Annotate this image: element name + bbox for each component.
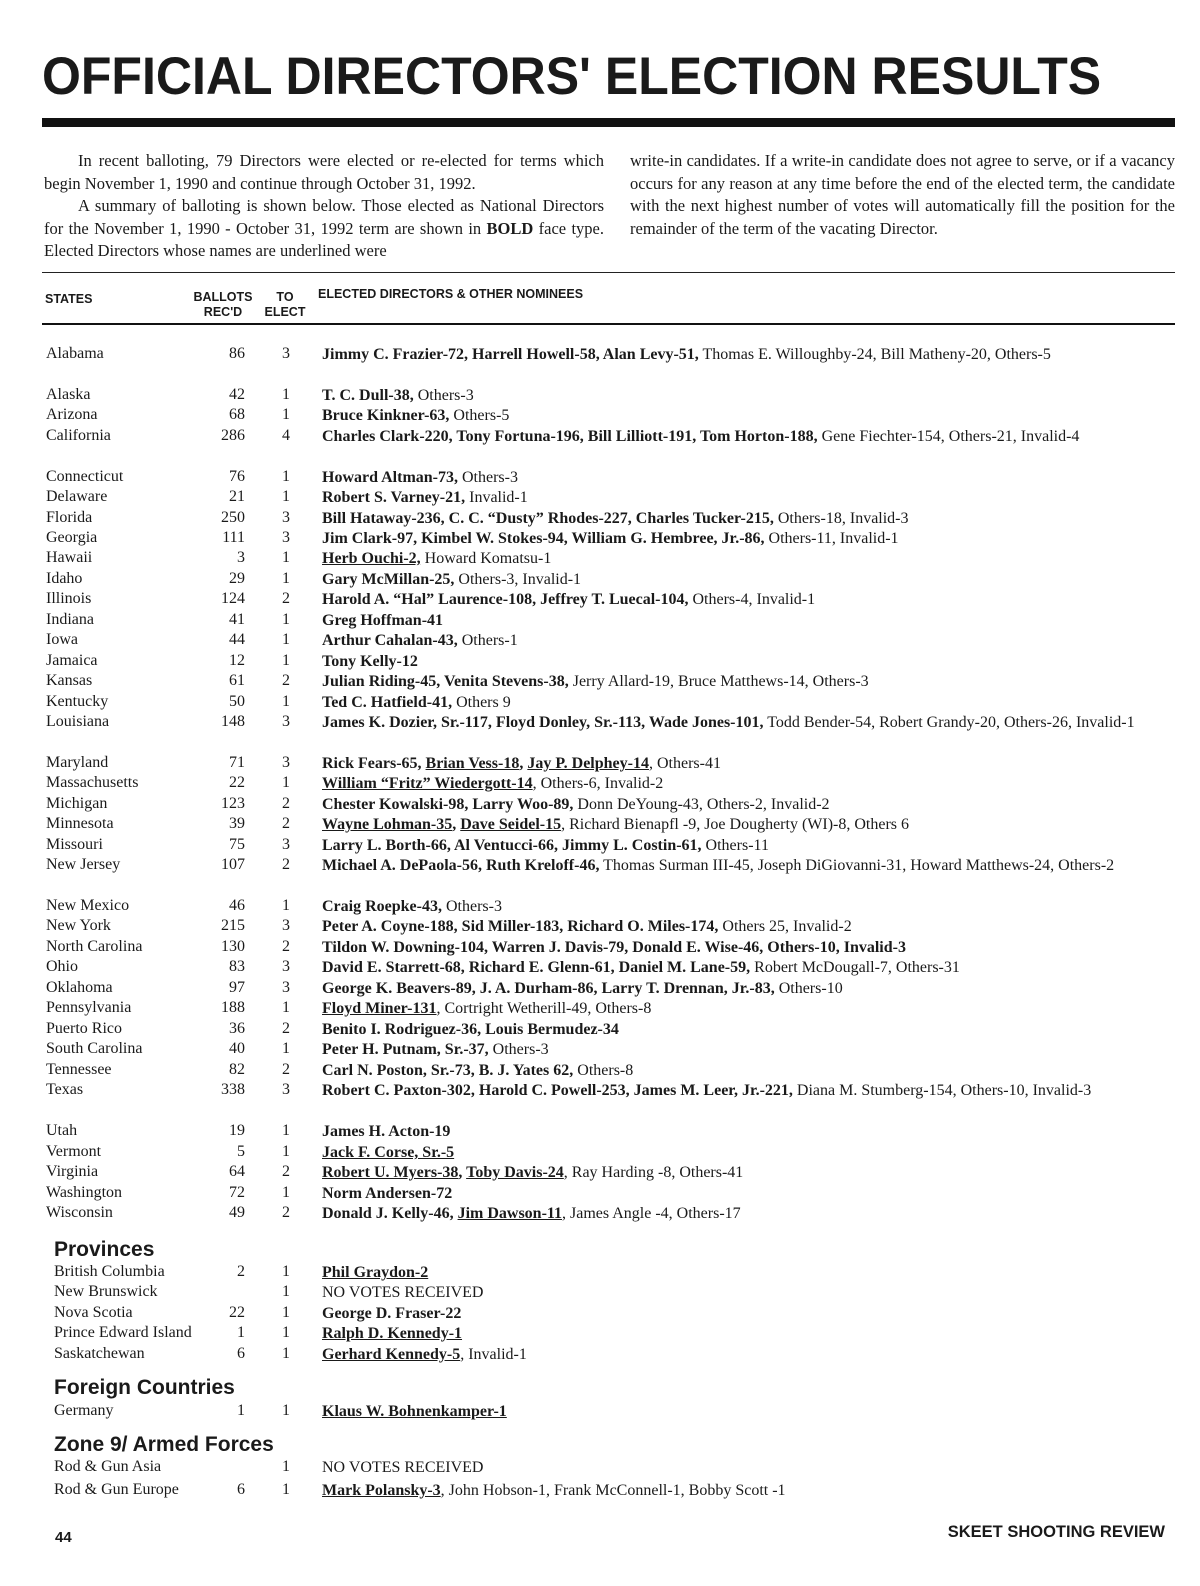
elected-director: Julian Riding-45, Venita Stevens-38, xyxy=(322,673,569,690)
nominee-text: Diana M. Stumberg-154, Others-10, Invalid-3 xyxy=(792,1082,1092,1099)
elected-director: Gary McMillan-25, xyxy=(322,571,455,588)
ballots-received: 123 xyxy=(221,795,245,812)
to-elect: 2 xyxy=(282,590,290,607)
to-elect: 1 xyxy=(282,488,290,505)
directors-nominees xyxy=(322,426,1172,447)
directors-nominees xyxy=(322,753,1172,774)
directors-nominees xyxy=(322,1142,1172,1163)
intro-p2-text-b: face type. Elected Directors whose names are underlined were xyxy=(44,218,604,260)
state-name: Pennsylvania xyxy=(46,999,132,1016)
state-name: Alaska xyxy=(46,386,91,403)
ballots-received: 1 xyxy=(237,1324,245,1341)
state-name: Louisiana xyxy=(46,713,110,730)
to-elect: 2 xyxy=(282,856,290,873)
nominee-text: , Others-6, Invalid-2 xyxy=(532,775,664,792)
directors-nominees xyxy=(322,712,1172,733)
state-name: Michigan xyxy=(46,795,108,812)
ballots-received: 83 xyxy=(229,958,245,975)
nominee-text: Others-11, Invalid-1 xyxy=(764,530,899,547)
nominee-text: , Ray Harding -8, Others-41 xyxy=(563,1164,744,1181)
elected-director: T. C. Dull-38, xyxy=(322,387,414,404)
elected-director: Tony Kelly-12 xyxy=(322,653,418,670)
ballots-received: 338 xyxy=(221,1081,245,1098)
directors-nominees xyxy=(322,957,1172,978)
directors-nominees xyxy=(322,1457,1172,1478)
state-name: Germany xyxy=(54,1402,114,1419)
ballots-received: 41 xyxy=(229,611,245,628)
directors-nominees xyxy=(322,405,1172,426)
to-elect: 1 xyxy=(282,1040,290,1057)
elected-director: Larry L. Borth-66, Al Ventucci-66, Jimmy L. Costin-61, xyxy=(322,837,702,854)
directors-nominees xyxy=(322,1039,1172,1060)
header-ballots: BALLOTS REC'D xyxy=(193,290,253,319)
nominee-text: Others-10 xyxy=(774,980,843,997)
state-name: Maryland xyxy=(46,754,109,771)
to-elect: 1 xyxy=(282,999,290,1016)
directors-nominees xyxy=(322,978,1172,999)
nominee-text: Others-4, Invalid-1 xyxy=(688,591,816,608)
page-title: OFFICIAL DIRECTORS' ELECTION RESULTS xyxy=(42,46,1102,106)
directors-nominees xyxy=(322,1344,1172,1365)
header-to-elect: TO ELECT xyxy=(264,290,306,319)
ballots-received: 36 xyxy=(229,1020,245,1037)
state-name: Virginia xyxy=(46,1163,99,1180)
elected-director: George K. Beavers-89, J. A. Durham-86, Larry T. Drennan, Jr.-83, xyxy=(322,980,775,997)
ballots-received: 50 xyxy=(229,693,245,710)
elected-director: Gerhard Kennedy-5 xyxy=(322,1346,461,1363)
state-name: Massachusetts xyxy=(46,774,139,791)
nominee-text: Robert McDougall-7, Others-31 xyxy=(750,959,960,976)
nominee-text: Others-5 xyxy=(449,407,510,424)
ballots-received: 40 xyxy=(229,1040,245,1057)
intro-left-column xyxy=(44,150,604,263)
ballots-received: 49 xyxy=(229,1204,245,1221)
elected-director: George D. Fraser-22 xyxy=(322,1305,462,1322)
directors-nominees xyxy=(322,794,1172,815)
ballots-received: 1 xyxy=(237,1402,245,1419)
state-name: Georgia xyxy=(46,529,98,546)
directors-nominees xyxy=(322,1262,1172,1283)
directors-nominees xyxy=(322,467,1172,488)
elected-director: , xyxy=(452,816,461,833)
state-name: Kentucky xyxy=(46,693,109,710)
state-name: Puerto Rico xyxy=(46,1020,122,1037)
ballots-received: 72 xyxy=(229,1184,245,1201)
intro-paragraph-1: In recent balloting, 79 Directors were elected or re-elected for terms which begin November 1, 1990 and continue through October 31, 1992. xyxy=(44,151,604,193)
state-name: Wisconsin xyxy=(46,1204,113,1221)
to-elect: 1 xyxy=(282,570,290,587)
to-elect: 1 xyxy=(282,1481,290,1498)
header-directors: ELECTED DIRECTORS & OTHER NOMINEES xyxy=(318,287,584,301)
nominee-text: Others-3 xyxy=(413,387,474,404)
state-name: Alabama xyxy=(46,345,104,362)
directors-nominees xyxy=(322,937,1172,958)
state-name: New Jersey xyxy=(46,856,121,873)
elected-director: Jim Dawson-11 xyxy=(457,1205,563,1222)
state-name: Delaware xyxy=(46,488,108,505)
ballots-received: 19 xyxy=(229,1122,245,1139)
directors-nominees xyxy=(322,1401,1172,1422)
elected-director: Jay P. Delphey-14 xyxy=(527,755,649,772)
ballots-received: 6 xyxy=(237,1345,245,1362)
directors-nominees xyxy=(322,589,1172,610)
nominee-text: Others-11 xyxy=(701,837,769,854)
elected-director: Ralph D. Kennedy-1 xyxy=(322,1325,463,1342)
elected-director: James H. Acton-19 xyxy=(322,1123,451,1140)
elected-director: Norm Andersen-72 xyxy=(322,1185,453,1202)
elected-director: Tildon W. Downing-104, Warren J. Davis-79, Donald E. Wise-46, Others-10, Invalid-3 xyxy=(322,939,906,956)
elected-director: Rick Fears-65, xyxy=(322,755,426,772)
elected-director: Charles Clark-220, Tony Fortuna-196, Bill Lilliott-191, Tom Horton-188, xyxy=(322,428,818,445)
directors-nominees xyxy=(322,1282,1172,1303)
directors-nominees xyxy=(322,835,1172,856)
nominee-text: Others-3 xyxy=(458,469,518,486)
nominee-text: , Invalid-1 xyxy=(460,1346,527,1363)
title-rule xyxy=(42,118,1175,127)
ballots-received: 68 xyxy=(229,406,245,423)
nominee-text: NO VOTES RECEIVED xyxy=(322,1459,484,1476)
directors-nominees xyxy=(322,569,1172,590)
to-elect: 1 xyxy=(282,897,290,914)
directors-nominees xyxy=(322,630,1172,651)
to-elect: 1 xyxy=(282,1283,290,1300)
to-elect: 2 xyxy=(282,795,290,812)
directors-nominees xyxy=(322,651,1172,672)
to-elect: 1 xyxy=(282,468,290,485)
ballots-received: 61 xyxy=(229,672,245,689)
directors-nominees xyxy=(322,896,1172,917)
to-elect: 1 xyxy=(282,1324,290,1341)
elected-director: Peter H. Putnam, Sr.-37, xyxy=(322,1041,489,1058)
ballots-received: 12 xyxy=(229,652,245,669)
state-name: Connecticut xyxy=(46,468,124,485)
elected-director: Mark Polansky-3 xyxy=(322,1482,441,1499)
to-elect: 3 xyxy=(282,979,290,996)
elected-director: Ted C. Hatfield-41, xyxy=(322,694,453,711)
state-name: Prince Edward Island xyxy=(54,1324,192,1341)
nominee-text: Donn DeYoung-43, Others-2, Invalid-2 xyxy=(573,796,830,813)
state-name: Utah xyxy=(46,1122,78,1139)
to-elect: 1 xyxy=(282,1122,290,1139)
elected-director: , xyxy=(519,755,528,772)
directors-nominees xyxy=(322,1480,1172,1501)
nominee-text: Jerry Allard-19, Bruce Matthews-14, Others-3 xyxy=(568,673,869,690)
directors-nominees xyxy=(322,1203,1172,1224)
directors-nominees xyxy=(322,1060,1172,1081)
to-elect: 1 xyxy=(282,1263,290,1280)
elected-director: Robert C. Paxton-302, Harold C. Powell-253, James M. Leer, Jr.-221, xyxy=(322,1082,793,1099)
intro-p2-bold: BOLD xyxy=(486,218,534,238)
to-elect: 2 xyxy=(282,815,290,832)
elected-director: Michael A. DePaola-56, Ruth Kreloff-46, xyxy=(322,857,600,874)
page-number: 44 xyxy=(55,1529,72,1546)
state-name: Washington xyxy=(46,1184,123,1201)
nominee-text: Thomas E. Willoughby-24, Bill Matheny-20, Others-5 xyxy=(698,346,1051,363)
nominee-text: Others 25, Invalid-2 xyxy=(718,918,852,935)
ballots-received: 44 xyxy=(229,631,245,648)
ballots-received: 2 xyxy=(237,1263,245,1280)
to-elect: 1 xyxy=(282,406,290,423)
elected-director: Greg Hoffman-41 xyxy=(322,612,444,629)
elected-director: Bill Hataway-236, C. C. “Dusty” Rhodes-227, Charles Tucker-215, xyxy=(322,510,774,527)
directors-nominees xyxy=(322,1183,1172,1204)
to-elect: 1 xyxy=(282,549,290,566)
to-elect: 2 xyxy=(282,1020,290,1037)
state-name: North Carolina xyxy=(46,938,143,955)
nominee-text: Others-8 xyxy=(573,1062,634,1079)
elected-director: Brian Vess-18 xyxy=(425,755,520,772)
to-elect: 1 xyxy=(282,774,290,791)
nominee-text: Others-1 xyxy=(457,632,518,649)
intro-paragraph-2 xyxy=(44,195,604,263)
nominee-text: , John Hobson-1, Frank McConnell-1, Bobby Scott -1 xyxy=(440,1482,786,1499)
state-name: Indiana xyxy=(46,611,94,628)
state-name: Hawaii xyxy=(46,549,93,566)
state-name: South Carolina xyxy=(46,1040,143,1057)
to-elect: 3 xyxy=(282,1081,290,1098)
ballots-received: 97 xyxy=(229,979,245,996)
nominee-text: Others-3, Invalid-1 xyxy=(454,571,582,588)
to-elect: 1 xyxy=(282,1184,290,1201)
directors-nominees xyxy=(322,773,1172,794)
to-elect: 2 xyxy=(282,938,290,955)
to-elect: 3 xyxy=(282,754,290,771)
provinces-heading: Provinces xyxy=(54,1238,155,1261)
elected-director: Craig Roepke-43, xyxy=(322,898,442,915)
elected-director: Dave Seidel-15 xyxy=(460,816,562,833)
nominee-text: NO VOTES RECEIVED xyxy=(322,1284,484,1301)
elected-director: Chester Kowalski-98, Larry Woo-89, xyxy=(322,796,574,813)
directors-nominees xyxy=(322,998,1172,1019)
to-elect: 1 xyxy=(282,1304,290,1321)
state-name: Illinois xyxy=(46,590,92,607)
ballots-received: 148 xyxy=(221,713,245,730)
elected-director: Jim Clark-97, Kimbel W. Stokes-94, William G. Hembree, Jr.-86, xyxy=(322,530,765,547)
state-name: Rod & Gun Europe xyxy=(54,1481,179,1498)
ballots-received: 250 xyxy=(221,509,245,526)
to-elect: 1 xyxy=(282,386,290,403)
elected-director: Herb Ouchi-2, xyxy=(322,550,421,567)
directors-nominees xyxy=(322,610,1172,631)
elected-director: Robert S. Varney-21, xyxy=(322,489,466,506)
ballots-received: 286 xyxy=(221,427,245,444)
ballots-received: 6 xyxy=(237,1481,245,1498)
state-name: Idaho xyxy=(46,570,83,587)
ballots-received: 39 xyxy=(229,815,245,832)
state-name: Florida xyxy=(46,509,93,526)
directors-nominees xyxy=(322,1303,1172,1324)
directors-nominees xyxy=(322,548,1172,569)
intro-paragraph-3: write-in candidates. If a write-in candidate does not agree to serve, or if a vacancy occurs for any reason at any time before the end of the elected term, the candidate with the next highest number of votes will automatically fill the position for the remainder of the term of the vacating Director. xyxy=(630,151,1175,238)
ballots-received: 188 xyxy=(221,999,245,1016)
zone9-heading: Zone 9/ Armed Forces xyxy=(54,1433,274,1456)
nominee-text: , Cortright Wetherill-49, Others-8 xyxy=(436,1000,652,1017)
elected-director: Peter A. Coyne-188, Sid Miller-183, Richard O. Miles-174, xyxy=(322,918,719,935)
directors-nominees xyxy=(322,385,1172,406)
nominee-text: , Others-41 xyxy=(648,755,721,772)
header-top-rule xyxy=(42,272,1175,273)
directors-nominees xyxy=(322,916,1172,937)
nominee-text: Gene Fiechter-154, Others-21, Invalid-4 xyxy=(817,428,1080,445)
nominee-text: Others-3 xyxy=(488,1041,549,1058)
intro-right-column xyxy=(630,150,1175,240)
nominee-text: Others 9 xyxy=(452,694,511,711)
to-elect: 2 xyxy=(282,1061,290,1078)
elected-director: Jimmy C. Frazier-72, Harrell Howell-58, Alan Levy-51, xyxy=(322,346,699,363)
to-elect: 2 xyxy=(282,672,290,689)
nominee-text: Others-18, Invalid-3 xyxy=(773,510,909,527)
elected-director: Klaus W. Bohnenkamper-1 xyxy=(322,1403,507,1420)
to-elect: 1 xyxy=(282,1345,290,1362)
elected-director: Jack F. Corse, Sr.-5 xyxy=(322,1144,455,1161)
elected-director: Toby Davis-24 xyxy=(466,1164,564,1181)
intro-p2-text-a: A summary of balloting is shown below. Those elected as National Directors for the November 1, 1990 - October 31, 1992 term are shown in xyxy=(44,196,604,238)
elected-director: Phil Graydon-2 xyxy=(322,1264,429,1281)
state-name: New Mexico xyxy=(46,897,130,914)
to-elect: 1 xyxy=(282,652,290,669)
ballots-received: 22 xyxy=(229,1304,245,1321)
to-elect: 2 xyxy=(282,1163,290,1180)
elected-director: Donald J. Kelly-46, xyxy=(322,1205,458,1222)
ballots-received: 107 xyxy=(221,856,245,873)
to-elect: 3 xyxy=(282,836,290,853)
directors-nominees xyxy=(322,487,1172,508)
ballots-received: 86 xyxy=(229,345,245,362)
state-name: Oklahoma xyxy=(46,979,113,996)
state-name: Jamaica xyxy=(46,652,98,669)
elected-director: David E. Starrett-68, Richard E. Glenn-61, Daniel M. Lane-59, xyxy=(322,959,751,976)
nominee-text: Others-3 xyxy=(441,898,502,915)
nominee-text: Howard Komatsu-1 xyxy=(420,550,552,567)
to-elect: 1 xyxy=(282,693,290,710)
publication-name: SKEET SHOOTING REVIEW xyxy=(947,1523,1165,1541)
nominee-text: Invalid-1 xyxy=(465,489,528,506)
nominee-text: Thomas Surman III-45, Joseph DiGiovanni-31, Howard Matthews-24, Others-2 xyxy=(599,857,1115,874)
nominee-text: , Richard Bienapfl -9, Joe Dougherty (WI)-8, Others 6 xyxy=(561,816,910,833)
state-name: Nova Scotia xyxy=(54,1304,133,1321)
elected-director: Carl N. Poston, Sr.-73, B. J. Yates 62, xyxy=(322,1062,574,1079)
state-name: Arizona xyxy=(46,406,98,423)
state-name: New York xyxy=(46,917,111,934)
to-elect: 3 xyxy=(282,958,290,975)
directors-nominees xyxy=(322,1121,1172,1142)
state-name: New Brunswick xyxy=(54,1283,158,1300)
directors-nominees xyxy=(322,671,1172,692)
to-elect: 1 xyxy=(282,1458,290,1475)
ballots-received: 75 xyxy=(229,836,245,853)
ballots-received: 111 xyxy=(222,529,245,546)
nominee-text: Todd Bender-54, Robert Grandy-20, Others-26, Invalid-1 xyxy=(763,714,1135,731)
state-name: British Columbia xyxy=(54,1263,165,1280)
ballots-received: 46 xyxy=(229,897,245,914)
ballots-received: 3 xyxy=(237,549,245,566)
to-elect: 1 xyxy=(282,611,290,628)
header-bottom-rule xyxy=(42,323,1175,325)
directors-nominees xyxy=(322,855,1172,876)
state-name: Saskatchewan xyxy=(54,1345,145,1362)
ballots-received: 130 xyxy=(221,938,245,955)
directors-nominees xyxy=(322,814,1172,835)
elected-director: Harold A. “Hal” Laurence-108, Jeffrey T. Luecal-104, xyxy=(322,591,689,608)
ballots-received: 76 xyxy=(229,468,245,485)
state-name: California xyxy=(46,427,111,444)
elected-director: Robert U. Myers-38 xyxy=(322,1164,459,1181)
header-states: STATES xyxy=(45,292,93,306)
state-name: Kansas xyxy=(46,672,93,689)
ballots-received: 124 xyxy=(221,590,245,607)
directors-nominees xyxy=(322,1019,1172,1040)
directors-nominees xyxy=(322,528,1172,549)
state-name: Ohio xyxy=(46,958,78,975)
elected-director: Howard Altman-73, xyxy=(322,469,458,486)
ballots-received: 5 xyxy=(237,1143,245,1160)
ballots-received: 42 xyxy=(229,386,245,403)
state-name: Texas xyxy=(46,1081,84,1098)
ballots-received: 71 xyxy=(229,754,245,771)
state-name: Rod & Gun Asia xyxy=(54,1458,162,1475)
elected-director: Bruce Kinkner-63, xyxy=(322,407,450,424)
state-name: Vermont xyxy=(46,1143,102,1160)
ballots-received: 64 xyxy=(229,1163,245,1180)
ballots-received: 29 xyxy=(229,570,245,587)
to-elect: 3 xyxy=(282,917,290,934)
to-elect: 1 xyxy=(282,631,290,648)
directors-nominees xyxy=(322,1080,1172,1101)
directors-nominees xyxy=(322,1323,1172,1344)
nominee-text: , James Angle -4, Others-17 xyxy=(562,1205,741,1222)
elected-director: James K. Dozier, Sr.-117, Floyd Donley, Sr.-113, Wade Jones-101, xyxy=(322,714,764,731)
to-elect: 1 xyxy=(282,1402,290,1419)
to-elect: 3 xyxy=(282,345,290,362)
to-elect: 3 xyxy=(282,713,290,730)
to-elect: 3 xyxy=(282,529,290,546)
elected-director: William “Fritz” Wiedergott-14 xyxy=(322,775,533,792)
elected-director: Floyd Miner-131 xyxy=(322,1000,437,1017)
ballots-received: 82 xyxy=(229,1061,245,1078)
state-name: Iowa xyxy=(46,631,78,648)
to-elect: 1 xyxy=(282,1143,290,1160)
directors-nominees xyxy=(322,344,1172,365)
elected-director: Arthur Cahalan-43, xyxy=(322,632,458,649)
directors-nominees xyxy=(322,692,1172,713)
elected-director: Benito I. Rodriguez-36, Louis Bermudez-34 xyxy=(322,1021,619,1038)
ballots-received: 21 xyxy=(229,488,245,505)
elected-director: , xyxy=(458,1164,467,1181)
to-elect: 3 xyxy=(282,509,290,526)
foreign-countries-heading: Foreign Countries xyxy=(54,1376,235,1399)
state-name: Tennessee xyxy=(46,1061,112,1078)
elected-director: Wayne Lohman-35 xyxy=(322,816,453,833)
state-name: Missouri xyxy=(46,836,103,853)
to-elect: 2 xyxy=(282,1204,290,1221)
state-name: Minnesota xyxy=(46,815,114,832)
ballots-received: 22 xyxy=(229,774,245,791)
ballots-received: 215 xyxy=(221,917,245,934)
to-elect: 4 xyxy=(282,427,290,444)
directors-nominees xyxy=(322,508,1172,529)
directors-nominees xyxy=(322,1162,1172,1183)
